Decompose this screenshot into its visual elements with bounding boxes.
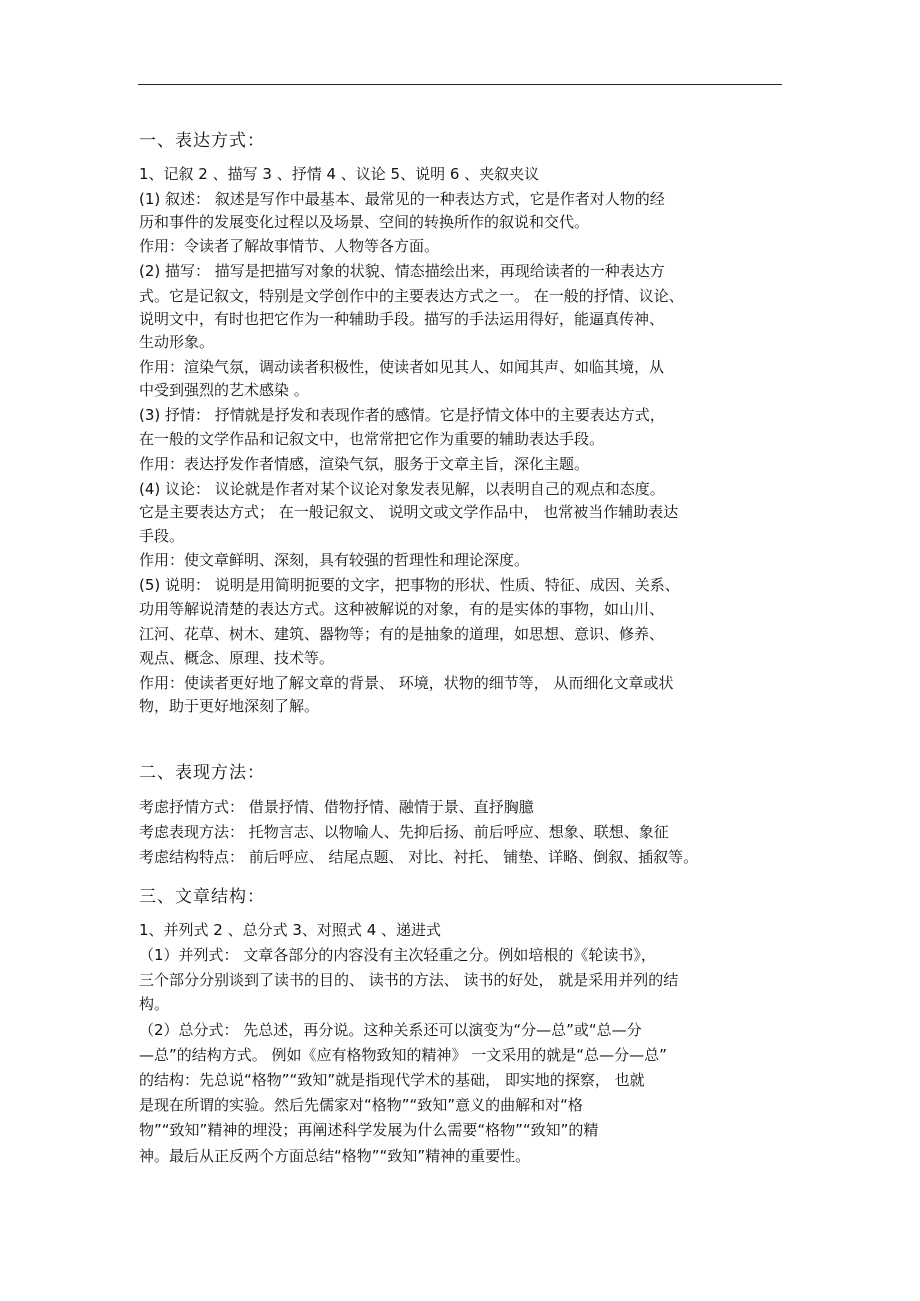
section-2-line-2: 考虑表现方法： 托物言志、以物喻人、先抑后扬、前后呼应、想象、联想、象征 (139, 823, 669, 841)
description-line-1: (2) 描写： 描写是把描写对象的状貌、情态描绘出来，再现给读者的一种表达方 (139, 262, 665, 280)
section-3-list: 1、并列式 2 、总分式 3、对照式 4 、递进式 (139, 921, 442, 939)
section-1-heading: 一、表达方式： (139, 131, 265, 151)
lyric-effect: 作用：表达抒发作者情感，渲染气氛，服务于文章主旨，深化主题。 (139, 455, 590, 473)
parallel-line-3: 构。 (139, 995, 170, 1013)
general-line-4: 是现在所谓的实验。然后先儒家对“格物”“致知”意义的曲解和对“格 (139, 1096, 583, 1114)
general-line-1: （2）总分式： 先总述，再分说。这种关系还可以演变为“分—总”或“总—分 (139, 1021, 642, 1039)
section-2-heading: 二、表现方法： (139, 763, 265, 783)
argument-line-3: 手段。 (139, 527, 185, 545)
exposition-line-4: 观点、概念、原理、技术等。 (139, 649, 335, 667)
description-line-3: 说明文中，有时也把它作为一种辅助手段。描写的手法运用得好，能逼真传神、 (139, 310, 665, 328)
section-3-heading: 三、文章结构： (139, 887, 265, 907)
description-line-4: 生动形象。 (139, 333, 215, 351)
general-line-5: 物”“致知”精神的埋没；再阐述科学发展为什么需要“格物”“致知”的精 (139, 1121, 599, 1139)
narration-line-2: 历和事件的发展变化过程以及场景、空间的转换所作的叙说和交代。 (139, 213, 590, 231)
lyric-line-1: (3) 抒情： 抒情就是抒发和表现作者的感情。它是抒情文体中的主要表达方式， (139, 406, 665, 424)
section-2-line-3: 考虑结构特点： 前后呼应、 结尾点题、 对比、衬托、 铺垫、详略、倒叙、插叙等。 (139, 848, 699, 866)
lyric-line-2: 在一般的文学作品和记叙文中，也常常把它作为重要的辅助表达手段。 (139, 430, 605, 448)
narration-effect: 作用：令读者了解故事情节、人物等各方面。 (139, 237, 440, 255)
exposition-effect-1: 作用：使读者更好地了解文章的背景、 环境，状物的细节等， 从而细化文章或状 (139, 674, 674, 692)
exposition-line-1: (5) 说明： 说明是用简明扼要的文字，把事物的形状、性质、特征、成因、关系、 (139, 576, 680, 594)
general-line-3: 的结构：先总说“格物”“致知”就是指现代学术的基础， 即实地的探察， 也就 (139, 1071, 645, 1089)
argument-line-2: 它是主要表达方式； 在一般记叙文、 说明文或文学作品中， 也常被当作辅助表达 (139, 503, 679, 521)
exposition-line-2: 功用等解说清楚的表达方式。这种被解说的对象，有的是实体的事物，如山川、 (139, 600, 665, 618)
description-line-2: 式。它是记叙文，特别是文学创作中的主要表达方式之一。 在一般的抒情、议论、 (139, 287, 684, 305)
parallel-line-2: 三个部分分别谈到了读书的目的、 读书的方法、 读书的好处， 就是采用并列的结 (139, 971, 679, 989)
general-line-6: 神。最后从正反两个方面总结“格物”“致知”精神的重要性。 (139, 1147, 531, 1165)
section-2-line-1: 考虑抒情方式： 借景抒情、借物抒情、融情于景、直抒胸臆 (139, 798, 534, 816)
top-divider-line (138, 84, 782, 85)
section-1-list: 1、记叙 2 、描写 3 、抒情 4 、议论 5、说明 6 、夹叙夹议 (139, 165, 540, 183)
general-line-2: —总”的结构方式。 例如《应有格物致知的精神》 一文采用的就是“总—分—总” (139, 1046, 667, 1064)
description-effect-1: 作用：渲染气氛，调动读者积极性，使读者如见其人、如闻其声、如临其境，从 (139, 358, 665, 376)
argument-line-1: (4) 议论： 议论就是作者对某个议论对象发表见解，以表明自己的观点和态度。 (139, 480, 665, 498)
argument-effect: 作用：使文章鲜明、深刻，具有较强的哲理性和理论深度。 (139, 551, 530, 569)
narration-line-1: (1) 叙述： 叙述是写作中最基本、最常见的一种表达方式，它是作者对人物的经 (139, 190, 665, 208)
parallel-line-1: （1）并列式： 文章各部分的内容没有主次轻重之分。例如培根的《轮读书》， (139, 946, 656, 964)
description-effect-2: 中受到强烈的艺术感染 。 (139, 381, 309, 399)
exposition-effect-2: 物，助于更好地深刻了解。 (139, 697, 320, 715)
exposition-line-3: 江河、花草、树木、建筑、器物等；有的是抽象的道理，如思想、意识、修养、 (139, 625, 665, 643)
